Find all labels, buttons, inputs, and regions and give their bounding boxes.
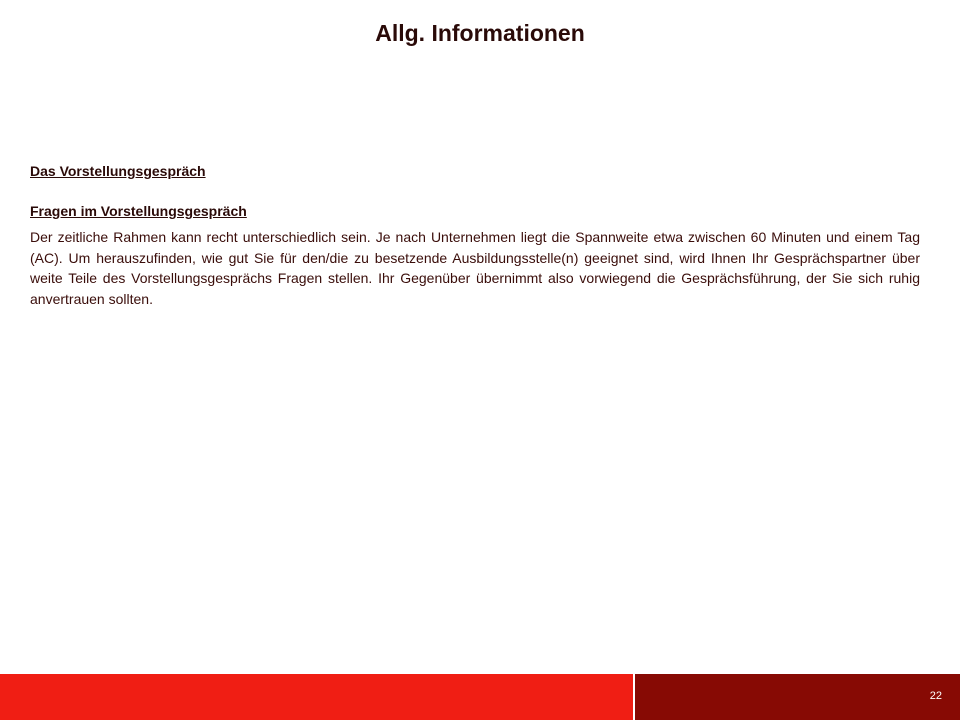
footer-left-bar (0, 674, 633, 720)
section-heading-interview: Das Vorstellungsgespräch (30, 163, 206, 179)
footer-bar (0, 674, 960, 720)
content-area (30, 162, 920, 309)
page-title: Allg. Informationen (375, 20, 585, 46)
section-heading-questions: Fragen im Vorstellungsgespräch (30, 203, 247, 219)
body-paragraph: Der zeitliche Rahmen kann recht unterschiedlich sein. Je nach Unternehmen liegt die Spannweite etwa zwischen 60 Minuten und einem Tag (AC). Um herauszufinden, wie gut Sie für den/die zu besetzende Ausbildungsstelle(n) geeignet sind, wird Ihnen Ihr Gesprächspartner über weite Teile des Vorstellungsgesprächs Fragen stellen. Ihr Gegenüber übernimmt also vorwiegend die Gesprächsführung, der Sie sich ruhig anvertrauen sollten. (30, 229, 920, 307)
footer-right-bar (635, 674, 960, 720)
page-number: 22 (929, 690, 942, 702)
